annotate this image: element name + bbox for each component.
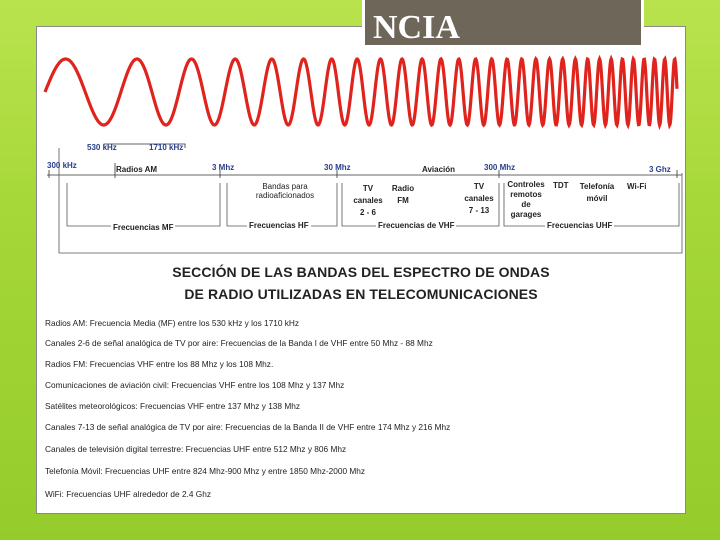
label-controles: Controles remotos de garages — [507, 180, 545, 219]
heading-line-2: DE RADIO UTILIZADAS EN TELECOMUNICACIONES — [184, 286, 538, 302]
desc-tv-2-6: Canales 2-6 de señal analógica de TV por aire: Frecuencias de la Banda I de VHF entre 50 Mhz - 88 Mhz — [45, 338, 433, 348]
label-tv-2-6: TV canales 2 - 6 — [353, 184, 383, 217]
marker-1710khz: 1710 kHz — [149, 143, 184, 152]
label-radio-fm: Radio FM — [391, 184, 415, 205]
desc-tv-7-13: Canales 7-13 de señal analógica de TV por aire: Frecuencias de la Banda II de VHF entre 174 Mhz y 216 Mhz — [45, 422, 451, 432]
marker-300khz: 300 kHz — [47, 161, 77, 170]
label-radioaficionados: Bandas para radioaficionados — [255, 182, 315, 200]
marker-3ghz: 3 Ghz — [649, 165, 671, 174]
desc-aviacion: Comunicaciones de aviación civil: Frecuencias VHF entre los 108 Mhz y 137 Mhz — [45, 380, 345, 390]
label-tv-7-13: TV canales 7 - 13 — [464, 182, 494, 215]
label-wifi: Wi-Fi — [627, 182, 647, 191]
band-vhf: Frecuencias de VHF — [378, 221, 455, 230]
marker-30mhz: 30 Mhz — [324, 163, 351, 172]
desc-telefonia: Telefonía Móvil: Frecuencias UHF entre 824 Mhz-900 Mhz y entre 1850 Mhz-2000 Mhz — [45, 466, 366, 476]
desc-radios-fm: Radios FM: Frecuencias VHF entre los 88 Mhz y los 108 Mhz. — [45, 359, 274, 369]
spectrum-diagram — [37, 48, 685, 268]
slide-title: NCIA — [362, 0, 644, 48]
frequency-wave — [45, 59, 677, 125]
band-hf: Frecuencias HF — [249, 221, 309, 230]
desc-tdt: Canales de televisión digital terrestre: Frecuencias UHF entre 512 Mhz y 806 Mhz — [45, 444, 347, 454]
desc-radios-am: Radios AM: Frecuencia Media (MF) entre los 530 kHz y los 1710 kHz — [45, 318, 300, 328]
marker-3mhz: 3 Mhz — [212, 163, 235, 172]
desc-satelites: Satélites meteorológicos: Frecuencias VHF entre 137 Mhz y 138 Mhz — [45, 401, 301, 411]
spectrum-figure — [37, 48, 685, 512]
label-aviacion: Aviación — [422, 165, 456, 174]
marker-300mhz: 300 Mhz — [484, 163, 516, 172]
heading-line-1: SECCIÓN DE LAS BANDAS DEL ESPECTRO DE ONDAS — [172, 264, 550, 280]
mf-bracket — [67, 183, 220, 226]
marker-530khz: 530 kHz — [87, 143, 117, 152]
label-telefonia: Telefonía móvil — [579, 182, 615, 203]
label-tdt: TDT — [553, 181, 569, 190]
desc-wifi: WiFi: Frecuencias UHF alrededor de 2.4 Ghz — [45, 489, 211, 499]
band-mf: Frecuencias MF — [113, 223, 174, 232]
band-uhf: Frecuencias UHF — [547, 221, 613, 230]
label-radios-am: Radios AM — [116, 165, 158, 174]
